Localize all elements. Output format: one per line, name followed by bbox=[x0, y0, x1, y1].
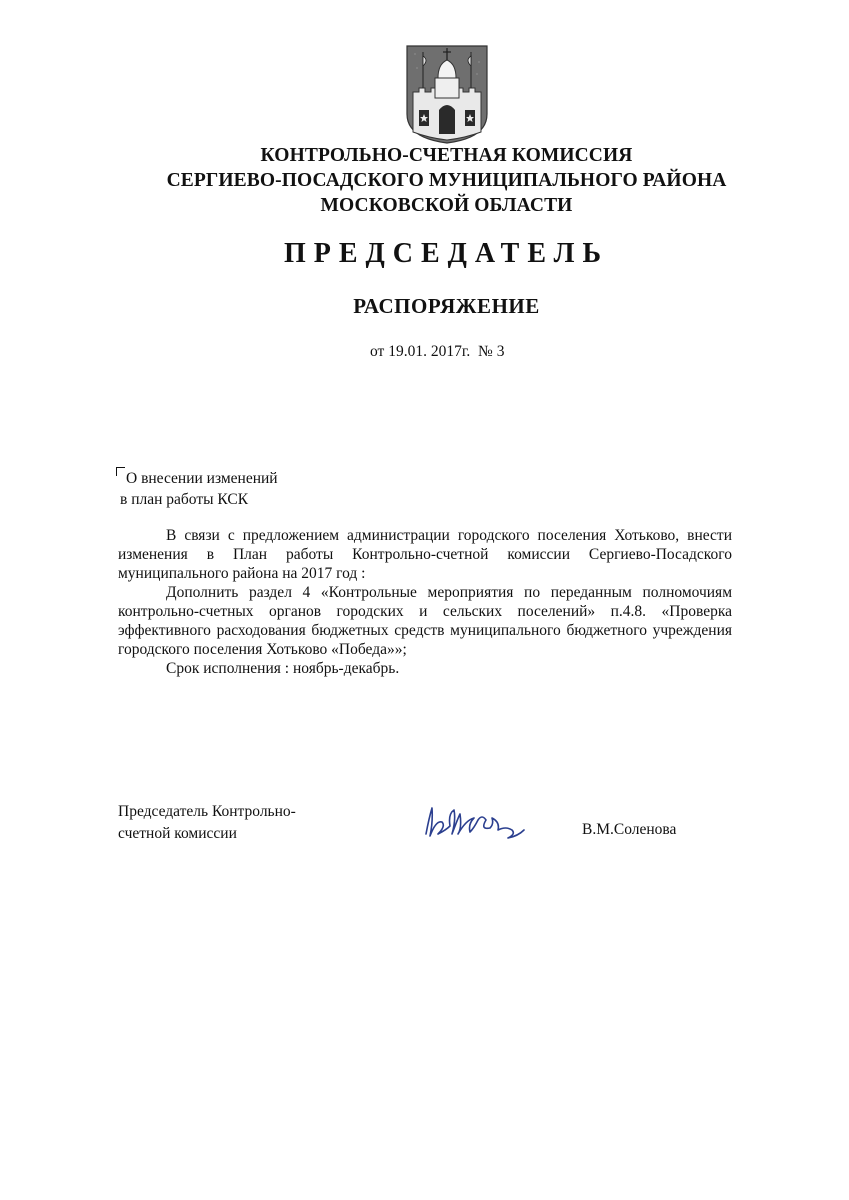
signatory-title-line-2: счетной комиссии bbox=[118, 825, 237, 842]
subject-line-2: в план работы КСК bbox=[120, 491, 249, 508]
organization-name-line-3: МОСКОВСКОЙ ОБЛАСТИ bbox=[320, 195, 573, 216]
organization-name-line-1: КОНТРОЛЬНО-СЧЕТНАЯ КОМИССИЯ bbox=[260, 145, 633, 166]
handwritten-signature-icon bbox=[420, 800, 530, 842]
document-type-title: РАСПОРЯЖЕНИЕ bbox=[353, 294, 540, 318]
subject-corner-mark bbox=[116, 467, 125, 476]
subject-line-1: О внесении изменений bbox=[126, 470, 278, 487]
document-subject bbox=[120, 468, 278, 510]
signatory-title bbox=[118, 801, 296, 845]
signatory-title-line-1: Председатель Контрольно- bbox=[118, 803, 296, 820]
document-date-number: от 19.01. 2017г. № 3 bbox=[370, 343, 505, 360]
body-paragraph-2: Дополнить раздел 4 «Контрольные мероприятия по переданным полномочиям контрольно-счетных органов городских и сельских поселений» п.4.8. «Проверка эффективного расходования бюджетных средств муниципального бюджетного учреждения городского поселения Хотьково «Победа»»; bbox=[118, 584, 732, 658]
issuer-role-title: ПРЕДСЕДАТЕЛЬ bbox=[283, 238, 610, 269]
signatory-name: В.М.Соленова bbox=[582, 821, 677, 838]
document-body bbox=[118, 526, 732, 678]
coat-of-arms-icon bbox=[405, 44, 489, 144]
body-paragraph-1: В связи с предложением администрации городского поселения Хотьково, внести изменения в План работы Контрольно-счетной комиссии Сергиево-Посадского муниципального района на 2017 год : bbox=[118, 527, 732, 582]
body-paragraph-3: Срок исполнения : ноябрь-декабрь. bbox=[166, 660, 400, 677]
organization-name-line-2: СЕРГИЕВО-ПОСАДСКОГО МУНИЦИПАЛЬНОГО РАЙОНА bbox=[166, 170, 727, 191]
